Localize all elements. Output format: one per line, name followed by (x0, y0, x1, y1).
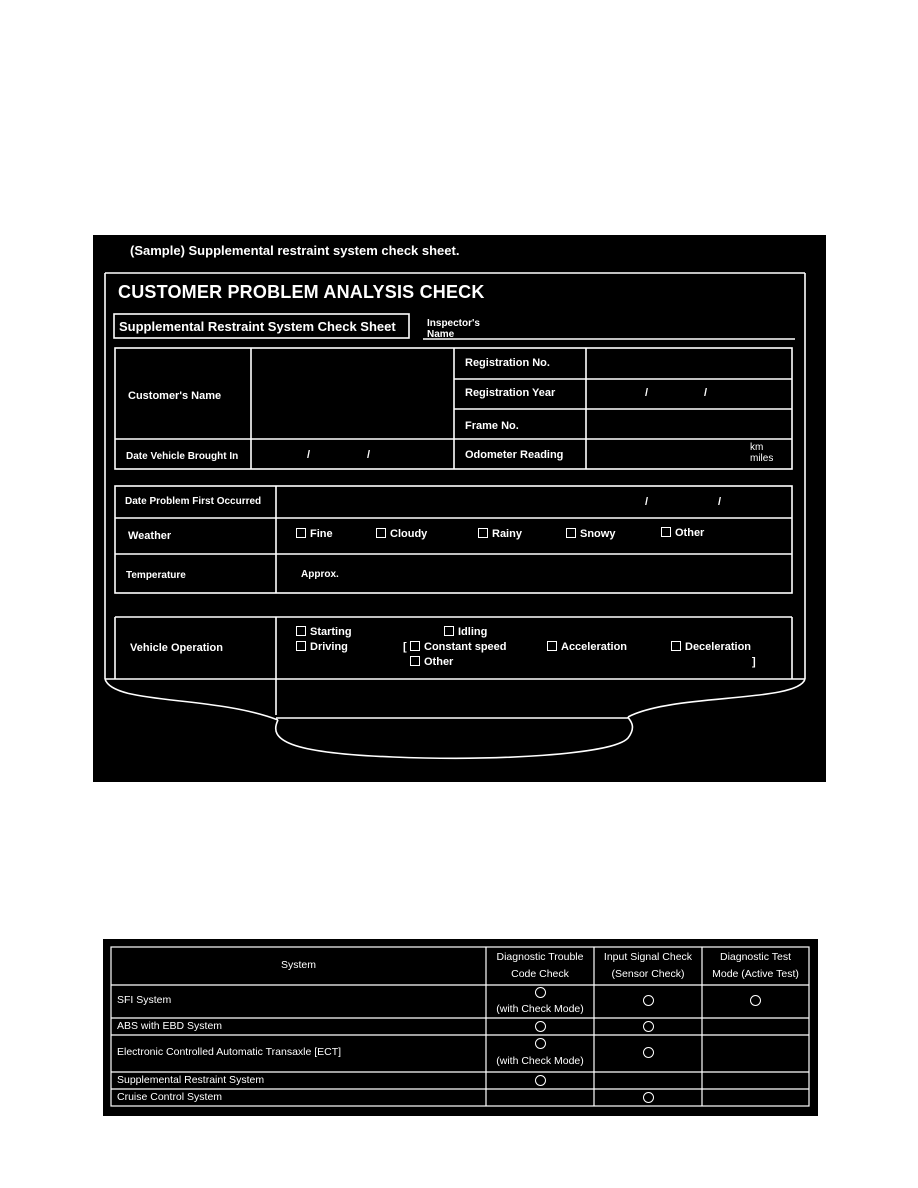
unit-km: km (750, 442, 764, 453)
date-problem-label: Date Problem First Occurred (125, 496, 262, 507)
op-idling: Idling (444, 626, 487, 638)
op-deceleration: Deceleration (671, 641, 751, 653)
frame-no-label: Frame No. (465, 420, 519, 432)
header-input-line2: (Sensor Check) (611, 968, 685, 980)
checkbox-icon (296, 641, 306, 651)
sheet-caption: (Sample) Supplemental restraint system check sheet. (130, 243, 460, 258)
check-circle-icon (486, 987, 594, 1001)
check-sheet-figure (93, 235, 826, 782)
sheet-title: CUSTOMER PROBLEM ANALYSIS CHECK (118, 282, 485, 302)
table-row-system: SFI System (117, 994, 172, 1006)
check-mode-note: (with Check Mode) (496, 1055, 584, 1067)
bracket-close: ] (752, 656, 756, 668)
checkbox-icon (296, 528, 306, 538)
header-test-line2: Mode (Active Test) (712, 968, 799, 980)
weather-option: Other (661, 527, 704, 539)
checkbox-icon (376, 528, 386, 538)
checkbox-icon (478, 528, 488, 538)
unit-miles: miles (750, 453, 774, 464)
weather-option: Cloudy (376, 528, 427, 540)
checkbox-icon (444, 626, 454, 636)
sheet-subtitle: Supplemental Restraint System Check Sheet (119, 319, 396, 334)
check-circle-icon (594, 1021, 702, 1035)
approx-label: Approx. (301, 569, 339, 580)
customer-name-label: Customer's Name (128, 390, 222, 402)
op-acceleration: Acceleration (547, 641, 627, 653)
checkbox-icon (671, 641, 681, 651)
checkbox-icon (410, 641, 420, 651)
registration-no-label: Registration No. (465, 357, 550, 369)
problem-slash-2: / (718, 496, 722, 508)
vehicle-operation-label: Vehicle Operation (130, 642, 223, 654)
inspector-label-2: Name (427, 329, 455, 340)
check-circle-icon (486, 1038, 594, 1052)
checkbox-icon (566, 528, 576, 538)
weather-option: Rainy (478, 528, 522, 540)
weather-option: Fine (296, 528, 333, 540)
table-row-system: Supplemental Restraint System (117, 1074, 265, 1086)
header-dtc-line2: Code Check (511, 968, 569, 980)
table-row-system: Cruise Control System (117, 1091, 223, 1103)
header-test-line1: Diagnostic Test (719, 951, 791, 963)
date-brought-in-label: Date Vehicle Brought In (126, 451, 239, 462)
inspector-label-1: Inspector's (427, 318, 480, 329)
checkbox-icon (547, 641, 557, 651)
op-driving: Driving (296, 641, 348, 653)
op-other: Other (410, 656, 453, 668)
brought-in-slash-1: / (307, 449, 311, 461)
check-circle-icon (594, 995, 702, 1009)
check-circle-icon (486, 1021, 594, 1035)
header-input-line1: Input Signal Check (603, 951, 693, 963)
temperature-label: Temperature (126, 570, 186, 581)
registration-year-label: Registration Year (465, 387, 556, 399)
op-constant-speed: Constant speed (410, 641, 507, 653)
checkbox-icon (661, 527, 671, 537)
table-row-system: Electronic Controlled Automatic Transaxle [ECT] (117, 1046, 342, 1058)
check-circle-icon (702, 995, 809, 1009)
weather-label: Weather (128, 530, 172, 542)
checkbox-icon (410, 656, 420, 666)
odometer-label: Odometer Reading (465, 449, 564, 461)
table-row-system: ABS with EBD System (117, 1020, 223, 1032)
checkbox-icon (296, 626, 306, 636)
reg-year-slash-2: / (704, 387, 708, 399)
check-mode-note: (with Check Mode) (496, 1003, 584, 1015)
header-system: System (280, 959, 316, 971)
diagnostic-table (103, 939, 818, 1116)
reg-year-slash-1: / (645, 387, 649, 399)
header-dtc-line1: Diagnostic Trouble (496, 951, 584, 963)
check-circle-icon (594, 1092, 702, 1106)
weather-option: Snowy (566, 528, 615, 540)
check-circle-icon (594, 1047, 702, 1061)
brought-in-slash-2: / (367, 449, 371, 461)
op-starting: Starting (296, 626, 352, 638)
bracket-open: [ (403, 641, 407, 653)
check-circle-icon (486, 1075, 594, 1089)
problem-slash-1: / (645, 496, 649, 508)
